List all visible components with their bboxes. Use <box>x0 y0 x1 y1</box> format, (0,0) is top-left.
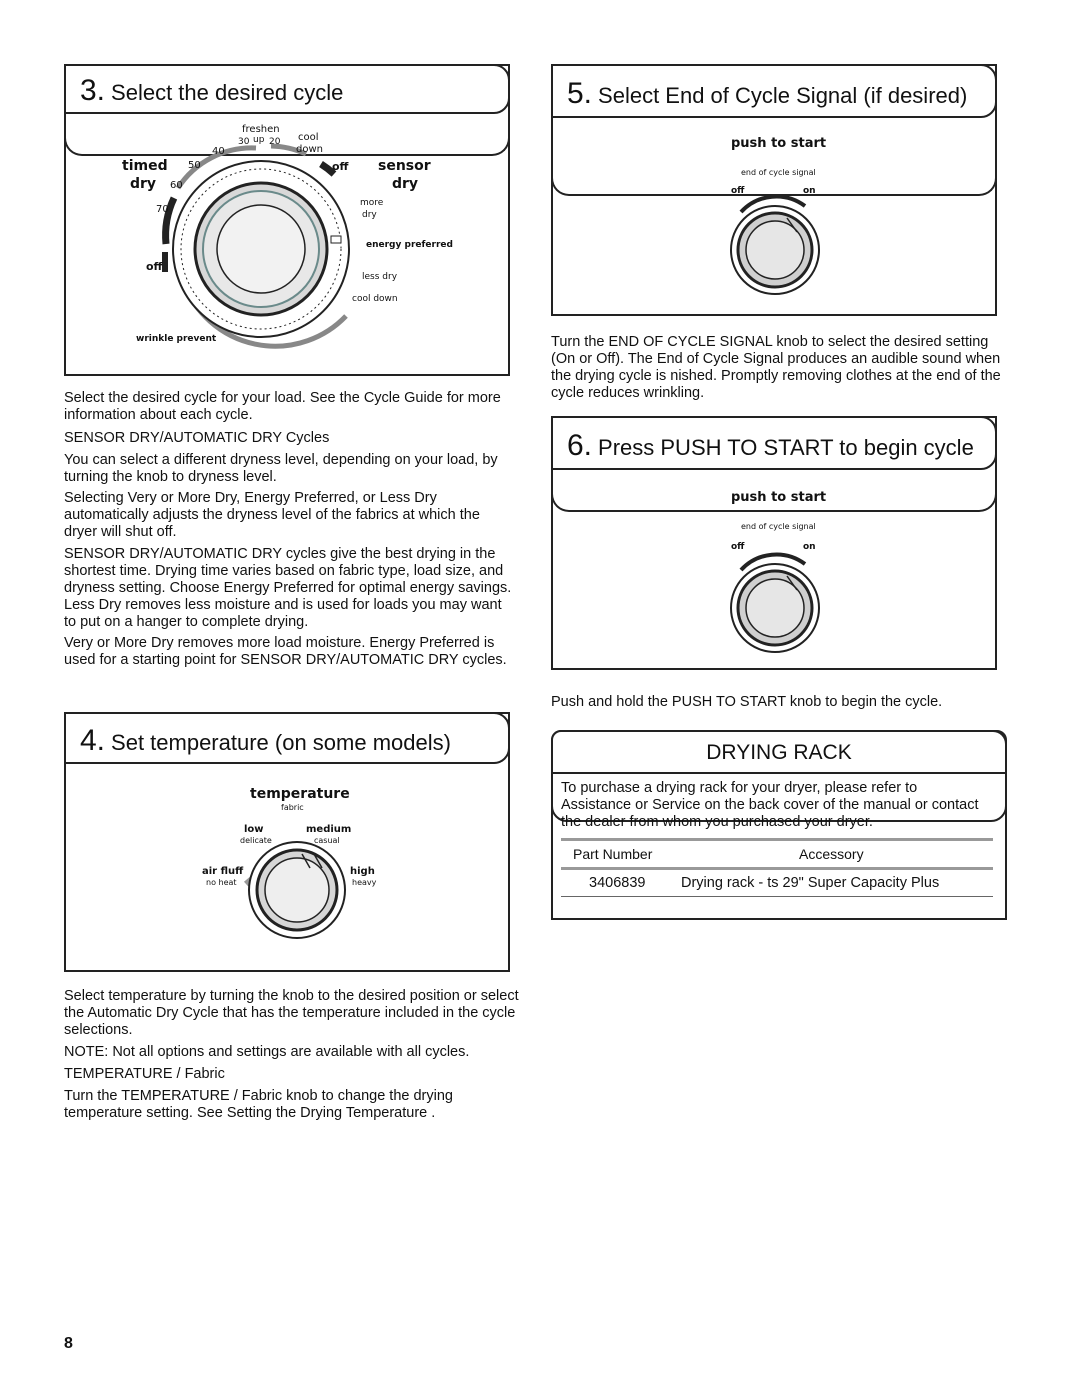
temp-label-fabric: fabric <box>281 803 304 812</box>
step5-end-of-cycle-signal: end of cycle signal <box>741 168 816 177</box>
dial-label-less-dry: less dry <box>362 272 398 282</box>
dial-label-sensor: sensor <box>378 158 431 174</box>
step5-push-to-start: push to start <box>731 136 827 151</box>
step3-para-6: Very or More Dry removes more load moisture. Energy Preferred is used for a starting point for SENSOR DRY/AUTOMATIC DRY cycles. <box>64 635 507 668</box>
step5-title: Select End of Cycle Signal (if desired) <box>598 83 968 108</box>
step5-paragraph: Turn the END OF CYCLE SIGNAL knob to select the desired setting (On or Off). The End of Cycle Signal produces an audible sound when the drying cycle is nished. Promptly removing clothes at the end of the cycle reduces wrinkling. <box>551 334 1001 401</box>
cycle-dial-icon <box>66 66 508 374</box>
step3-title: Select the desired cycle <box>111 80 344 105</box>
step5-off-label: off <box>731 186 745 196</box>
accessory-table <box>561 838 993 897</box>
dial-label-freshen: freshen <box>242 124 280 135</box>
step6-on-label: on <box>803 542 816 552</box>
dial-label-down: down <box>296 144 323 155</box>
end-of-cycle-signal-knob-icon <box>553 66 995 314</box>
dial-label-30: 30 <box>238 137 250 147</box>
step3-para-5: SENSOR DRY/AUTOMATIC DRY cycles give the best drying in the shortest time. Drying time varies based on fabric type, load size, and dryness setting. Choose Energy Preferred for optimal energy savings. Less Dry removes less moisture and is used for loads you may want to put on a hanger to complete drying. <box>64 546 512 630</box>
header-accessory: Accessory <box>799 846 864 862</box>
cell-accessory: Drying rack - ts 29" Super Capacity Plus <box>681 875 940 891</box>
step3-panel <box>64 64 510 376</box>
dial-label-up: up <box>253 135 265 145</box>
temp-label-low: low <box>244 824 264 835</box>
step3-para-1: Select the desired cycle for your load. See the Cycle Guide for more information about each cycle. <box>64 390 501 423</box>
dial-label-20: 20 <box>269 137 281 147</box>
cell-part-number: 3406839 <box>589 875 646 891</box>
step6-end-of-cycle-signal: end of cycle signal <box>741 522 816 531</box>
dial-label-off-left: off <box>146 260 163 273</box>
step5-panel <box>551 64 997 316</box>
table-row <box>561 870 993 897</box>
temp-label-temperature: temperature <box>250 786 350 802</box>
dial-label-dry-small: dry <box>362 210 377 220</box>
dial-label-dry-right: dry <box>392 176 419 192</box>
drying-rack-title: DRYING RACK <box>706 741 852 764</box>
step4-para-2: NOTE: Not all options and settings are available with all cycles. <box>64 1044 470 1060</box>
drying-rack-intro: To purchase a drying rack for your dryer, please refer to Assistance or Service on the back cover of the manual or contact the dealer from whom you purchased your dryer. <box>561 780 979 830</box>
temp-label-delicate: delicate <box>240 836 272 845</box>
step3-para-4: Selecting Very or More Dry, Energy Preferred, or Less Dry automatically adjusts the dryness level of the fabrics at which the dryer will shut off. <box>64 490 480 540</box>
dial-label-60: 60 <box>170 180 183 191</box>
dial-label-off-top: off <box>332 160 349 173</box>
drying-rack-panel <box>551 730 1007 920</box>
step5-on-label: on <box>803 186 816 196</box>
step6-panel <box>551 416 997 670</box>
temp-label-heavy: heavy <box>352 878 377 887</box>
temp-label-air-fluff: air fluff <box>202 866 244 877</box>
step6-off-label: off <box>731 542 745 552</box>
temperature-dial-icon <box>66 714 508 970</box>
dial-label-energy-preferred: energy preferred <box>366 240 453 250</box>
header-part-number: Part Number <box>573 846 653 862</box>
step4-title: Set temperature (on some models) <box>111 730 451 755</box>
temp-label-no-heat: no heat <box>206 878 237 887</box>
dial-label-dry-left: dry <box>130 176 157 192</box>
step6-number: 6. <box>567 429 593 462</box>
page-number: 8 <box>64 1335 73 1352</box>
dial-label-50: 50 <box>188 160 201 171</box>
step3-number: 3. <box>80 74 106 107</box>
step6-paragraph: Push and hold the PUSH TO START knob to begin the cycle. <box>551 694 943 710</box>
dial-label-cool: cool <box>298 132 319 143</box>
dial-label-more: more <box>360 198 384 208</box>
step5-number: 5. <box>567 77 593 110</box>
dial-label-wrinkle-prevent: wrinkle prevent <box>136 334 217 344</box>
push-to-start-knob-icon <box>553 418 995 668</box>
dial-label-timed: timed <box>122 158 168 174</box>
step6-title: Press PUSH TO START to begin cycle <box>598 435 974 460</box>
table-header-row <box>561 841 993 870</box>
step4-number: 4. <box>80 724 106 757</box>
temp-label-casual: casual <box>314 836 340 845</box>
step3-para-3: You can select a different dryness level, depending on your load, by turning the knob to dryness level. <box>64 452 498 485</box>
temp-label-high: high <box>350 866 375 877</box>
dial-label-70: 70 <box>156 204 169 215</box>
dial-label-cool-down: cool down <box>352 294 398 304</box>
dial-label-40: 40 <box>212 146 225 157</box>
step3-para-2: SENSOR DRY/AUTOMATIC DRY Cycles <box>64 430 330 446</box>
step4-para-1: Select temperature by turning the knob to the desired position or select the Automatic Dry Cycle that has the temperature included in the cycle selections. <box>64 988 519 1038</box>
step4-panel <box>64 712 510 972</box>
step4-para-4: Turn the TEMPERATURE / Fabric knob to change the drying temperature setting. See Setting the Drying Temperature . <box>64 1088 453 1121</box>
step4-para-3: TEMPERATURE / Fabric <box>64 1066 225 1082</box>
step6-push-to-start: push to start <box>731 490 827 505</box>
temp-label-medium: medium <box>306 824 352 835</box>
